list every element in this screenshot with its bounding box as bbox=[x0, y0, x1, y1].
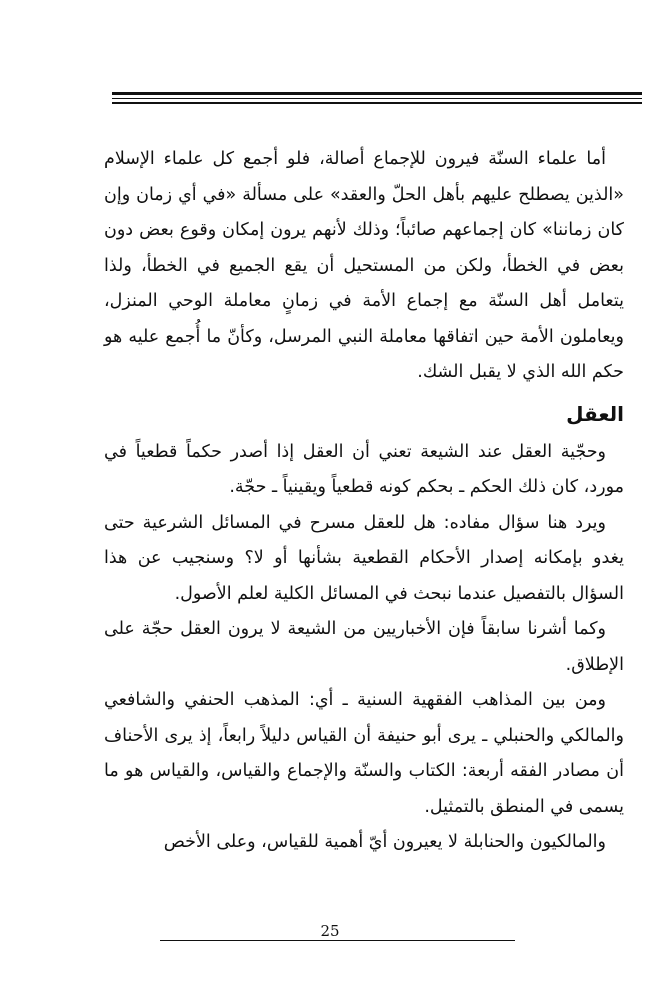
footer-rule bbox=[160, 940, 515, 941]
paragraph: والمالكيون والحنابلة لا يعيرون أيّ أهمية للقياس، وعلى الأخص bbox=[163, 832, 606, 852]
header-rule bbox=[112, 102, 642, 104]
section-heading: العقل bbox=[566, 401, 624, 426]
paragraph: ويرد هنا سؤال مفاده: هل للعقل مسرح في المسائل الشرعية حتى يغدو بإمكانه إصدار الأحكام القطعية بشأنها أو لا؟ وسنجيب عن هذا السؤال بالتفصيل عندما نبحث في المسائل الكلية لعلم الأصول. bbox=[104, 512, 624, 604]
paragraph: وحجّية العقل عند الشيعة تعني أن العقل إذا أصدر حكماً قطعياً في مورد، كان ذلك الحكم ـ بحكم كونه قطعياً ويقينياً ـ حجّة. bbox=[104, 441, 624, 497]
page-number: 25 bbox=[320, 922, 340, 940]
paragraph: وكما أشرنا سابقاً فإن الأخباريين من الشيعة لا يرون العقل حجّة على الإطلاق. bbox=[104, 619, 624, 675]
page-body bbox=[104, 142, 624, 861]
paragraph: ومن بين المذاهب الفقهية السنية ـ أي: المذهب الحنفي والشافعي والمالكي والحنبلي ـ يرى أبو حنيفة أن القياس دليلاً رابعاً، إذ يرى الأحناف أن مصادر الفقه أربعة: الكتاب والسنّة والإجماع والقياس، والقياس هو ما يسمى في المنطق بالتمثيل. bbox=[104, 690, 624, 817]
paragraph: أما علماء السنّة فيرون للإجماع أصالة، فلو أجمع كل علماء الإسلام «الذين يصطلح عليهم بأهل الحلّ والعقد» على مسألة «في أي زمان وإن كان زماننا» كان إجماعهم صائباً؛ وذلك لأنهم يرون إمكان وقوع بعض دون بعض في الخطأ، ولكن من المستحيل أن يقع الجميع في الخطأ، ولذا يتعامل أهل السنّة مع إجماع الأمة في زمانٍ معاملة الوحي المنزل، ويعاملون الأمة حين اتفاقها معاملة النبي المرسل، وكأنّ ما أُجمع عليه هو حكم الله الذي لا يقبل الشك. bbox=[104, 149, 624, 382]
header-rule bbox=[112, 92, 642, 95]
header-rule bbox=[112, 98, 642, 99]
